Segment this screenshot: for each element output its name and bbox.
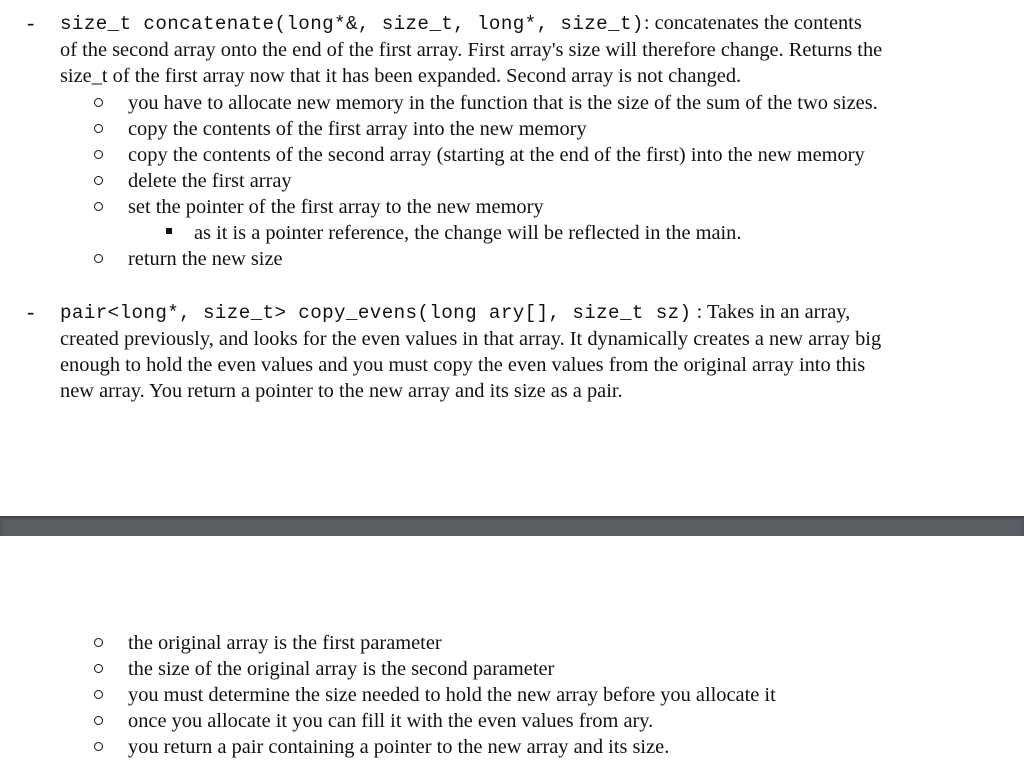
step-text: you have to allocate new memory in the function that is the size of the sum of the two sizes. bbox=[128, 92, 878, 114]
list-item bbox=[0, 194, 1024, 220]
concatenate-desc-line-2: of the second array onto the end of the first array. First array's size will therefore change. Returns the bbox=[60, 39, 883, 61]
concatenate-lead: : concatenates the contents bbox=[643, 12, 862, 34]
copy-evens-desc-line-4: new array. You return a pointer to the new array and its size as a pair. bbox=[60, 380, 623, 402]
dash-bullet: - bbox=[27, 10, 35, 35]
list-item bbox=[0, 168, 1024, 194]
step-text: you must determine the size needed to hold the new array before you allocate it bbox=[128, 684, 776, 706]
list-item bbox=[0, 708, 1024, 734]
step-text: copy the contents of the second array (starting at the end of the first) into the new memory bbox=[128, 144, 865, 166]
copy-evens-desc-line-2: created previously, and looks for the even values in that array. It dynamically creates a new array big bbox=[60, 328, 882, 350]
step-text: once you allocate it you can fill it with the even values from ary. bbox=[128, 710, 654, 732]
list-item bbox=[0, 90, 1024, 116]
circle-bullet-icon bbox=[94, 202, 103, 211]
step-text: the original array is the first parameter bbox=[128, 632, 442, 654]
step-text: return the new size bbox=[128, 248, 283, 270]
circle-bullet-icon bbox=[94, 716, 103, 725]
concatenate-signature: size_t concatenate(long*&, size_t, long*, size_t) bbox=[60, 13, 644, 35]
list-item bbox=[0, 630, 1024, 656]
circle-bullet-icon bbox=[94, 124, 103, 133]
square-bullet-icon bbox=[166, 228, 172, 234]
list-item bbox=[0, 656, 1024, 682]
concatenate-steps-list bbox=[0, 90, 1024, 272]
circle-bullet-icon bbox=[94, 98, 103, 107]
list-item bbox=[0, 142, 1024, 168]
copy-evens-lead: : Takes in an array, bbox=[691, 301, 851, 323]
copy-evens-desc-line-3: enough to hold the even values and you must copy the even values from the original array into this bbox=[60, 354, 866, 376]
step-text: you return a pair containing a pointer to the new array and its size. bbox=[128, 736, 670, 758]
dash-bullet: - bbox=[27, 299, 35, 324]
list-item bbox=[0, 734, 1024, 760]
step-text: the size of the original array is the second parameter bbox=[128, 658, 555, 680]
concatenate-desc-line-3: size_t of the first array now that it has been expanded. Second array is not changed. bbox=[60, 65, 742, 87]
document-page-2 bbox=[0, 536, 1024, 772]
copy-evens-description bbox=[60, 299, 985, 404]
page-separator bbox=[0, 516, 1024, 536]
circle-bullet-icon bbox=[94, 690, 103, 699]
step-text: copy the contents of the first array into the new memory bbox=[128, 118, 587, 140]
step-text: set the pointer of the first array to the new memory bbox=[128, 196, 544, 218]
list-item-substep bbox=[0, 220, 1024, 246]
circle-bullet-icon bbox=[94, 150, 103, 159]
circle-bullet-icon bbox=[94, 254, 103, 263]
copy-evens-signature: pair<long*, size_t> copy_evens(long ary[], size_t sz) bbox=[60, 302, 692, 324]
circle-bullet-icon bbox=[94, 664, 103, 673]
circle-bullet-icon bbox=[94, 176, 103, 185]
list-item bbox=[0, 116, 1024, 142]
step-text: delete the first array bbox=[128, 170, 292, 192]
substep-text: as it is a pointer reference, the change will be reflected in the main. bbox=[194, 222, 742, 244]
circle-bullet-icon bbox=[94, 638, 103, 647]
concatenate-description bbox=[60, 10, 985, 89]
circle-bullet-icon bbox=[94, 742, 103, 751]
copy-evens-steps-list bbox=[0, 630, 1024, 760]
list-item bbox=[0, 246, 1024, 272]
list-item bbox=[0, 682, 1024, 708]
